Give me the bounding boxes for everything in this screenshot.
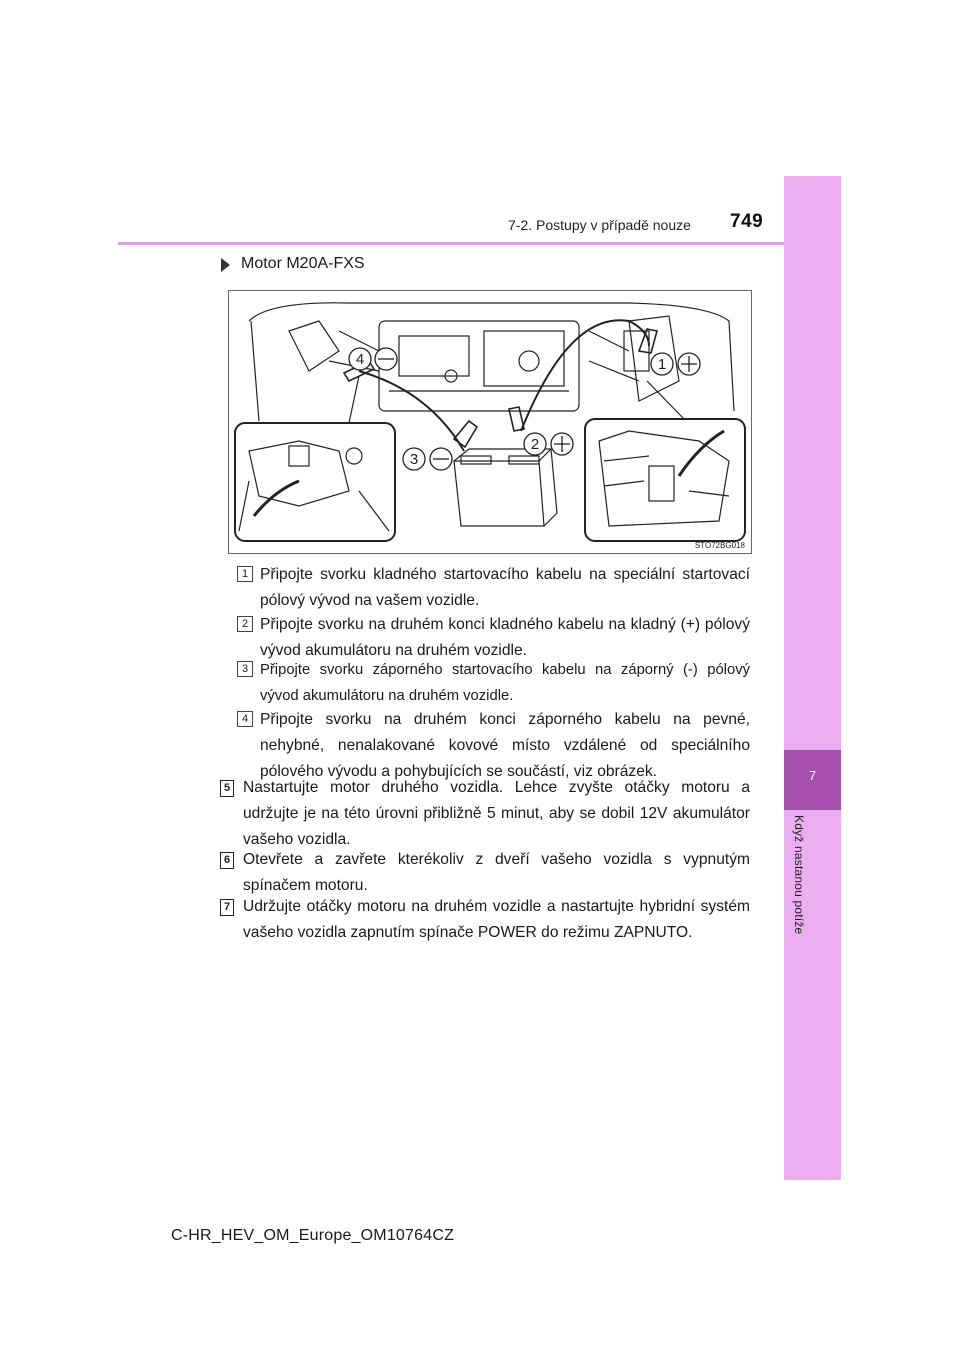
section-title: 7-2. Postupy v případě nouze xyxy=(508,217,691,233)
step-5 xyxy=(243,775,750,853)
sub-step-4 xyxy=(260,707,750,785)
chapter-side-tab xyxy=(784,176,841,1180)
callout-2: 2 xyxy=(530,436,540,453)
sub-step-marker-1: 1 xyxy=(237,566,253,582)
callout-4: 4 xyxy=(355,351,365,368)
step-marker-5: 5 xyxy=(220,780,234,797)
step-marker-7: 7 xyxy=(220,899,234,916)
engine-illustration xyxy=(228,290,752,554)
sub-step-4-text: Připojte svorku na druhém konci záporného kabelu na pevné, nehybné, nenalakované kovové místo vzdálené od speciálního pólového vývodu a pohybujících se součástí, viz obrázek. xyxy=(260,711,750,780)
step-6 xyxy=(243,847,750,899)
sub-step-3 xyxy=(260,657,750,709)
sub-step-marker-3: 3 xyxy=(237,661,253,677)
figure-code: STO72BG018 xyxy=(694,541,745,550)
step-7 xyxy=(243,894,750,946)
sub-step-1-text: Připojte svorku kladného startovacího kabelu na speciální startovací pólový vývod na vašem vozidle. xyxy=(260,566,750,609)
step-marker-6: 6 xyxy=(220,852,234,869)
sub-step-1 xyxy=(260,562,750,614)
callout-1: 1 xyxy=(657,356,667,373)
sub-step-3-text: Připojte svorku záporného startovacího kabelu na záporný (-) pólový vývod akumulátoru na druhém vozidle. xyxy=(260,662,750,704)
callout-3: 3 xyxy=(409,451,419,468)
sub-step-2-text: Připojte svorku na druhém konci kladného kabelu na kladný (+) pólový vývod akumulátoru na druhém vozidle. xyxy=(260,616,750,659)
chapter-number: 7 xyxy=(808,768,817,783)
document-code: C-HR_HEV_OM_Europe_OM10764CZ xyxy=(171,1227,455,1244)
header-divider xyxy=(118,242,784,245)
step-7-text: Udržujte otáčky motoru na druhém vozidle a nastartujte hybridní systém vašeho vozidla zapnutím spínače POWER do režimu ZAPNUTO. xyxy=(243,898,750,941)
triangle-bullet-icon xyxy=(221,258,230,272)
step-6-text: Otevřete a zavřete kterékoliv z dveří vašeho vozidla s vypnutým spínačem motoru. xyxy=(243,851,750,894)
sub-step-marker-4: 4 xyxy=(237,711,253,727)
section-heading: Motor M20A-FXS xyxy=(241,255,365,272)
step-5-text: Nastartujte motor druhého vozidla. Lehce zvyšte otáčky motoru a udržujte je na této úrovni přibližně 5 minut, aby se dobil 12V akumulátor vašeho vozidla. xyxy=(243,779,750,848)
engine-line-drawing xyxy=(229,291,751,553)
chapter-title: Když nastanou potíže xyxy=(792,815,806,935)
sub-step-marker-2: 2 xyxy=(237,616,253,632)
page-number: 749 xyxy=(730,211,764,232)
